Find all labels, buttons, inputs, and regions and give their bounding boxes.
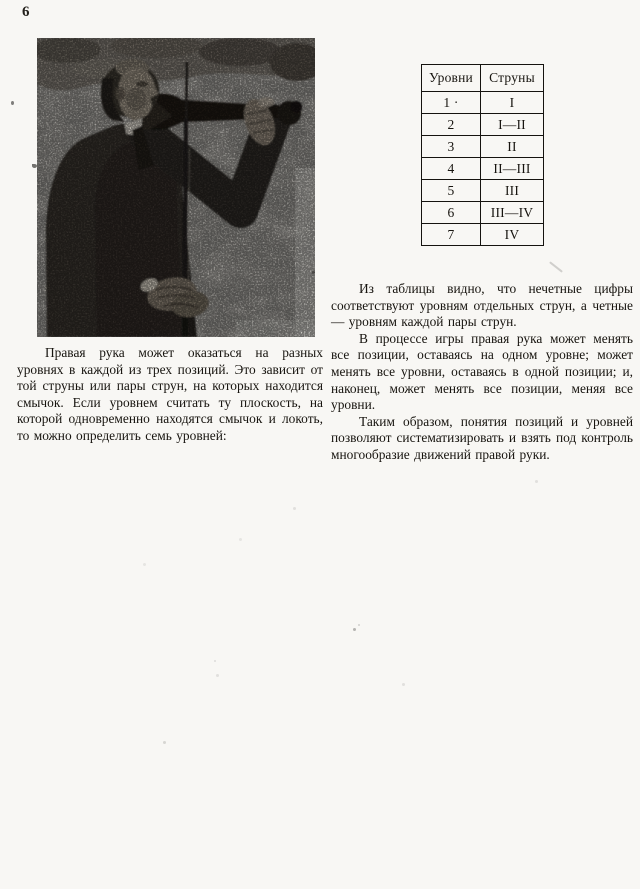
level-cell: 7 [422,224,481,246]
scan-speck [353,628,356,631]
scan-speck [358,624,360,626]
scan-speck [402,683,405,686]
strings-cell: I [481,92,544,114]
table-row [422,202,544,224]
table-header-row [422,65,544,92]
level-cell: 6 [422,202,481,224]
column-header-strings: Струны [481,65,544,92]
scan-speck [239,538,242,541]
table-row [422,136,544,158]
scan-speck [535,480,538,483]
scan-speck [11,101,14,105]
scan-speck [549,261,563,272]
scan-speck [214,660,216,662]
violinist-photo-graphic [37,38,315,337]
strings-cell: II—III [481,158,544,180]
paragraph: В процессе игры правая рука может менять все позиции, оставаясь на одном уровне; может менять все уровни, оставаясь в одной позиции; и, наконец, может менять все позиции, меняя все уровни. [331,330,633,413]
right-text-column [331,281,633,464]
level-cell: 4 [422,158,481,180]
strings-cell: III—IV [481,202,544,224]
level-cell: 3 [422,136,481,158]
violinist-photo [37,38,315,337]
table-row [422,92,544,114]
level-cell: 1 · [422,92,481,114]
paragraph: Правая рука может оказаться на разных уровнях в каждой из трех позиций. Это зависит от той струны или пары струн, на которых находится смычок. Если уровнем считать ту плоскость, на которой одновременно находятся смычок и локоть, то можно определить семь уровней: [17,345,323,443]
level-cell: 5 [422,180,481,202]
strings-cell: II [481,136,544,158]
paragraph: Таким образом, понятия позиций и уровней позволяют систематизировать и взять под контроль многообразие движений правой руки. [331,413,633,462]
page-number: 6 [22,4,30,20]
column-header-levels: Уровни [422,65,481,92]
scan-speck [216,674,219,677]
scan-speck [163,741,166,744]
scan-speck [32,164,37,168]
strings-cell: I—II [481,114,544,136]
left-text-column [17,345,323,445]
strings-cell: III [481,180,544,202]
paragraph: Из таблицы видно, что нечетные цифры соответствуют уровням отдельных струн, а четные — уровням каждой пары струн. [331,281,633,330]
table-row [422,224,544,246]
scan-speck [143,563,146,566]
table-row [422,158,544,180]
levels-strings-table [421,64,544,246]
scan-speck [293,507,296,510]
table-row [422,180,544,202]
strings-cell: IV [481,224,544,246]
level-cell: 2 [422,114,481,136]
table-row [422,114,544,136]
scan-speck [312,271,315,274]
